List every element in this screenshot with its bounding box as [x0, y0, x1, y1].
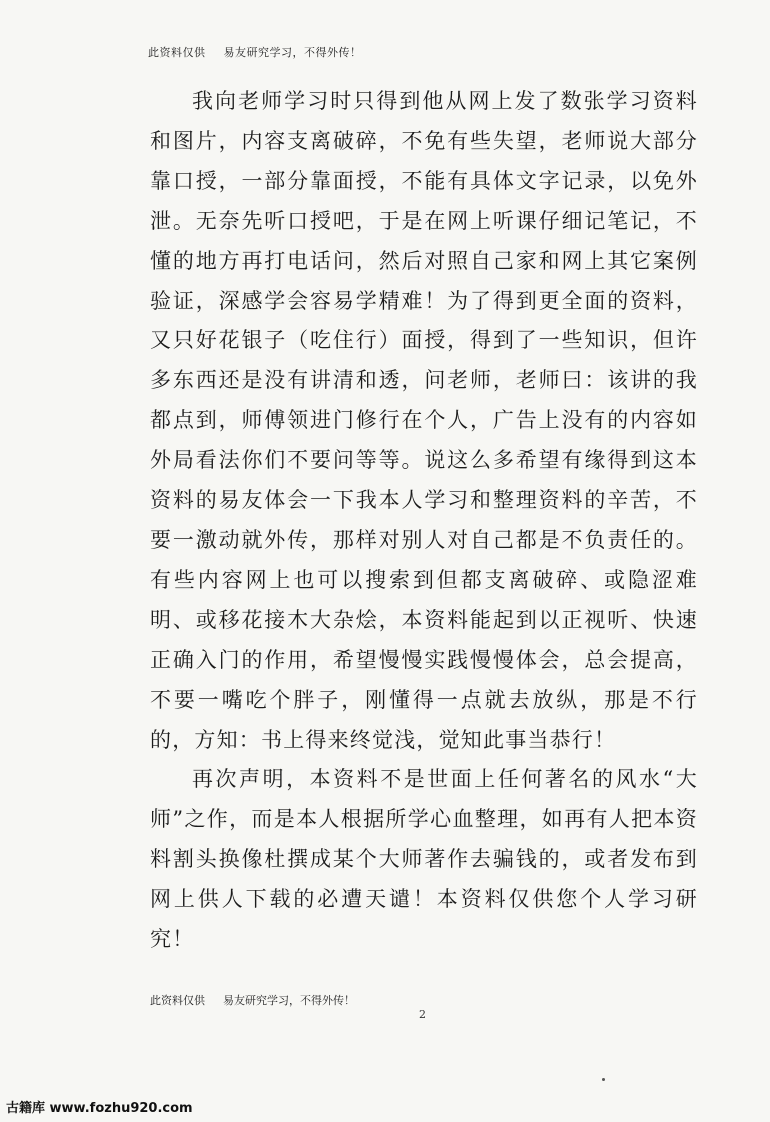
body-paragraph-1: 我向老师学习时只得到他从网上发了数张学习资料和图片，内容支离破碎，不免有些失望，老师说大部分靠口授，一部分靠面授，不能有具体文字记录，以免外泄。无奈先听口授吧，于是在网上听课仔细记笔记，不懂的地方再打电话问，然后对照自己家和网上其它案例验证，深感学会容易学精难！为了得到更全面的资料，又只好花银子（吃住行）面授，得到了一些知识，但许多东西还是没有讲清和透，问老师，老师曰：该讲的我都点到，师傅领进门修行在个人，广告上没有的内容如外局看法你们不要问等等。说这么多希望有缘得到这本资料的易友体会一下我本人学习和整理资料的辛苦，不要一激动就外传，那样对别人对自己都是不负责任的。有些内容网上也可以搜索到但都支离破碎、或隐涩难明、或移花接木大杂烩，本资料能起到以正视听、快速正确入门的作用，希望慢慢实践慢慢体会，总会提高，不要一嘴吃个胖子，刚懂得一点就去放纵，那是不行的，方知：书上得来终觉浅，觉知此事当恭行！ [150, 89, 698, 752]
site-watermark: 古籍库 www.fozhu920.com [6, 1101, 193, 1116]
body-paragraph-2: 再次声明，本资料不是世面上任何著名的风水“大师”之作，而是本人根据所学心血整理，如再有人把本资料割头换像杜撰成某个大师著作去骗钱的，或者发布到网上供人下载的必遭天谴！本资料仅供您个人学习研究！ [150, 767, 698, 952]
footer-restriction-note [150, 992, 355, 1008]
header-restriction-right: 易友研究学习，不得外传！ [223, 46, 362, 59]
footer-restriction-left: 此资料仅供 [150, 994, 205, 1007]
header-restriction-left: 此资料仅供 [148, 46, 206, 59]
document-body [150, 82, 698, 960]
scan-speck [602, 1078, 605, 1081]
header-restriction-note [148, 44, 362, 60]
footer-restriction-right: 易友研究学习，不得外传！ [223, 994, 355, 1007]
page-number: 2 [419, 1008, 426, 1021]
